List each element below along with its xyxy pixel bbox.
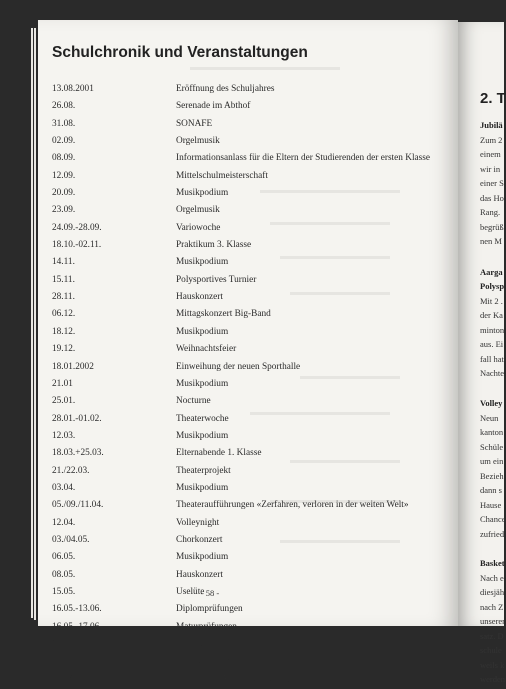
event-date: 23.09. [52,205,76,216]
event-name: Weihnachtsfeier [176,344,237,355]
right-text-line: Mit 2 . [480,296,503,306]
page-edge [31,28,33,618]
right-text-line: wir in [480,164,501,174]
right-subheading: Aarga [480,267,503,277]
event-name: Musikpodium [176,326,229,337]
event-name: Theaterwoche [176,413,229,424]
right-text-line: begrüß [480,222,504,232]
right-subheading: Polysp [480,281,505,291]
event-date: 16.05. [52,639,76,649]
event-date: 26.08. [52,101,76,112]
event-date: 13.08.2001 [52,84,94,94]
right-page [458,22,506,684]
event-date: 08.09. [52,153,76,164]
right-text-line: das Ho [480,193,504,203]
event-date: 28.01.-01.02. [52,413,102,424]
right-text-line: Bezieh [480,471,504,481]
event-name: Chorkonzert [176,534,223,545]
event-date: 15.05. [52,586,76,597]
event-date: 03./04.05. [52,534,90,545]
event-date: 03.06.-05.06. [52,673,102,684]
event-name: Hauskonzert [176,292,223,303]
event-name: Nocturne [176,396,211,407]
event-name: Orgelmusik [176,639,220,649]
event-name: Elternabende 1. Klasse [176,448,262,459]
right-text-line: Hause [480,500,502,510]
event-date: 12.09. [52,170,76,181]
event-name: Orgelmusik [176,136,220,147]
page-title: Schulchronik und Veranstaltungen [52,44,308,61]
event-name: Mittelschulmeisterschaft [176,170,268,181]
event-name: Theaterprojekt [176,465,231,476]
event-name: Kammermusik [176,656,232,667]
event-date: 20.09. [52,188,76,199]
right-text-line: satz. D [480,631,504,641]
right-text-line: einem [480,149,501,159]
event-date: 18.03.+25.03. [52,448,104,459]
event-name: Theateraufführungen «Zerfahren, verloren in der weiten Welt» [176,500,409,511]
event-date: 06.12. [52,309,76,320]
event-date: 02.09. [52,136,76,147]
right-text-line: dann s [480,485,502,495]
right-text-line: Chance [480,514,506,524]
right-text-line: Nachte [480,368,505,378]
event-name: Musikpodium [176,552,229,563]
right-subheading: Volley [480,398,503,408]
event-date: 08.05. [52,569,76,580]
event-name: SONAFE [176,118,213,129]
event-date: 19.12. [52,344,76,355]
event-date: 16.05.-13.06. [52,604,102,615]
event-name: Polysportives Turnier [176,274,257,285]
section-heading: 2. T [480,90,506,107]
right-text-line: nach Z [480,602,504,612]
right-text-line: werden [480,674,506,684]
right-subheading: Basket [480,558,505,568]
event-name: Volleynight [176,517,220,528]
event-date: 06.05. [52,552,76,563]
event-name: Musikpodium [176,482,229,493]
right-text-line: Zum 2 [480,135,503,145]
right-text-line: Rang. [480,207,501,217]
event-name: Musikpodium [176,257,229,268]
right-text-line: Schüle [480,442,504,452]
event-date: 12.03. [52,430,76,441]
right-text-line: fall hat [480,354,504,364]
event-name: Serenade im Abthof [176,101,251,112]
event-name: Uselüte [176,586,205,597]
event-date: 18.12. [52,326,76,337]
event-date: 05./09./11.04. [52,500,104,511]
event-date: 25.01. [52,396,76,407]
event-date: 18.10.-02.11. [52,240,102,251]
event-name: Musikpodium [176,188,229,199]
event-name: Maturprüfungen [176,621,237,632]
event-date: 24.09.-28.09. [52,222,102,233]
event-name: Einweihung der neuen Sporthalle [176,361,301,372]
right-text-line: aus. Ei [480,339,504,349]
event-name: Eröffnung des Schuljahres [176,84,275,94]
event-name: Variowoche [176,222,221,233]
event-date: 28.11. [52,292,75,303]
event-date: 03.04. [52,482,76,493]
right-text-line: nen M [480,236,502,246]
right-text-line: um ein [480,456,504,466]
event-date: 15.11. [52,274,75,285]
event-name: Mittagskonzert Big-Band [176,309,271,320]
right-text-line: weils k [480,660,505,670]
event-date: 21.01 [52,378,73,389]
event-name: Praktikum 3. Klasse [176,240,252,251]
event-date: 31.05. [52,656,76,667]
event-date: 18.01.2002 [52,361,94,372]
event-name: Hauskonzert [176,569,223,580]
right-text-line: diesjäh [480,587,505,597]
event-name: Musikpodium [176,378,229,389]
event-date: 12.04. [52,517,76,528]
event-name: Informationsanlass für die Eltern der Studierenden der ersten Klasse [176,153,431,164]
right-text-line: Nach e [480,573,504,583]
event-name: Orgelmusik [176,205,220,216]
page-edge [34,28,36,620]
event-name: Musikpodium [176,430,229,441]
right-text-line: der Ka [480,310,503,320]
right-text-line: zufried [480,529,505,539]
right-text-line: schule [480,645,502,655]
event-date: 14.11. [52,257,75,268]
page-number: - 58 - [200,588,220,598]
event-date: 21./22.03. [52,465,90,476]
right-text-line: unserer [480,616,506,626]
event-name: Diplomprüfungen [176,604,243,615]
event-date: 16.05.-17.06. [52,621,102,632]
event-date: 31.08. [52,118,76,129]
right-subheading: Jubilä [480,120,503,130]
right-text-line: Neun [480,413,499,423]
right-text-line: einer S [480,178,504,188]
right-text-line: minton [480,325,505,335]
event-name: Allgemeine Aufnahmeprüfungen [176,673,299,684]
right-text-line: kanton [480,427,504,437]
